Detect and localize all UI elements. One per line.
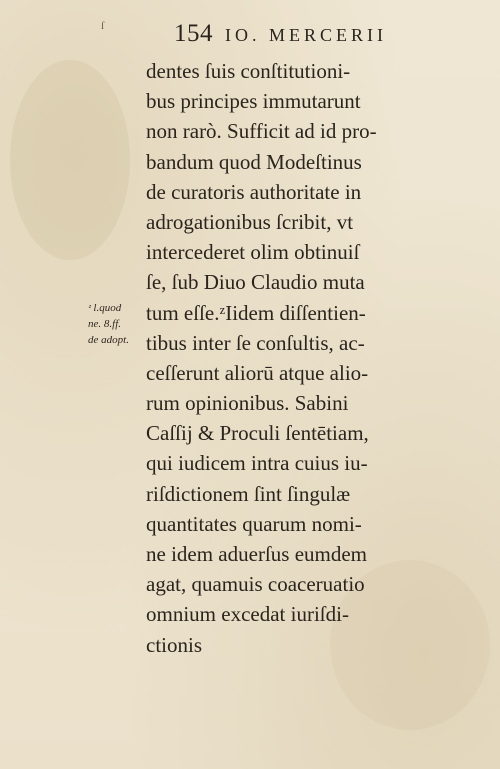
- page-header: [174, 20, 474, 54]
- text-line: ne idem aduerſus eumdem: [146, 542, 368, 566]
- body-text: [146, 56, 468, 660]
- text-line: de curatoris authoritate in: [146, 179, 362, 204]
- text-line: intercederet olim obtinuiſ: [146, 240, 360, 265]
- text-line: tibus inter ſe conſultis, ac-: [146, 330, 365, 355]
- text-line: bandum quod Modeſtinus: [146, 149, 362, 174]
- page-number: 154: [174, 20, 213, 47]
- text-line: agat, quamuis coaceruatio: [146, 572, 365, 597]
- text-line: ctionis: [146, 632, 202, 657]
- margin-mark: ſ: [101, 20, 105, 32]
- paper-stain: [10, 60, 130, 260]
- text-line: bus principes immutarunt: [146, 89, 361, 114]
- marginal-line: ne. 8.ff.: [88, 318, 121, 330]
- marginal-citation: [88, 300, 152, 348]
- text-line: ſe, ſub Diuo Claudio muta: [146, 270, 365, 295]
- text-line: tum eſſe.ᶻIidem diſſentien-: [146, 300, 366, 325]
- text-line: qui iudicem intra cuius iu-: [146, 451, 368, 476]
- marginal-line: ᶻ l.quod: [88, 302, 122, 314]
- text-line: dentes ſuis conſtitutioni-: [146, 59, 351, 83]
- marginal-line: de adopt.: [88, 334, 129, 346]
- text-line: Caſſij & Proculi ſentētiam,: [146, 421, 369, 446]
- text-line: quantitates quarum nomi-: [146, 511, 362, 536]
- text-line: non rarò. Sufficit ad id pro-: [146, 119, 377, 144]
- text-line: riſdictionem ſint ſingulæ: [146, 481, 351, 506]
- text-line: rum opinionibus. Sabini: [146, 391, 349, 416]
- text-line: ceſſerunt aliorū atque alio-: [146, 360, 369, 385]
- running-head: IO. MERCERII: [225, 25, 387, 45]
- text-line: omnium excedat iuriſdi-: [146, 602, 349, 627]
- text-line: adrogationibus ſcribit, vt: [146, 209, 354, 234]
